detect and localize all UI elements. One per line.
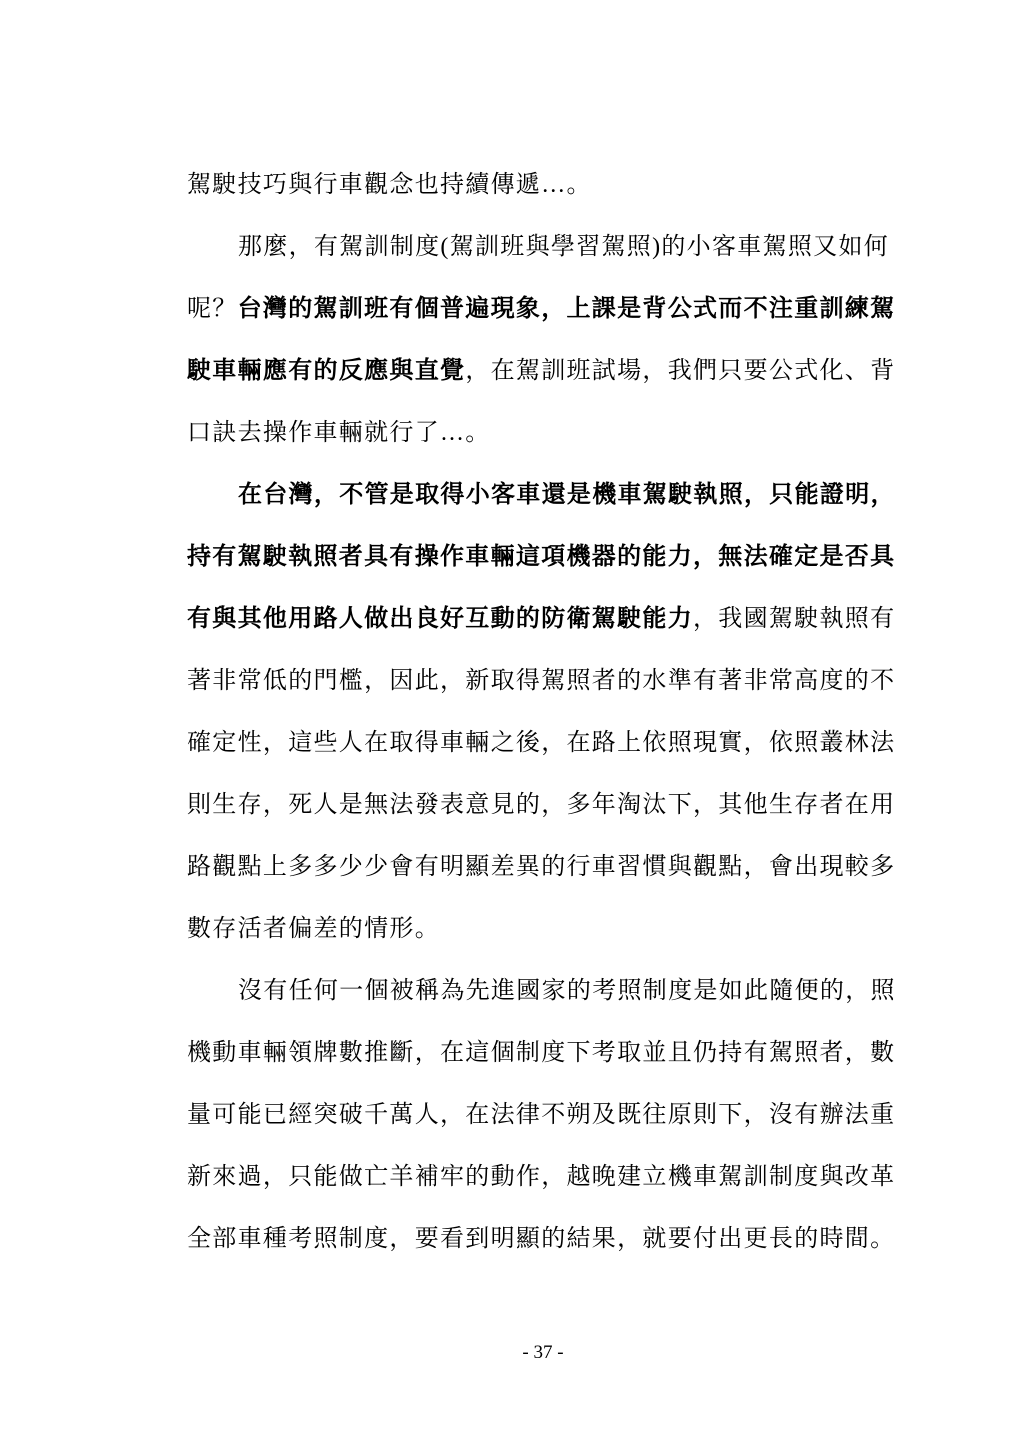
text-segment: 量可能已經突破千萬人，在法律不朔及既往原則下，沒有辦法重	[187, 1102, 896, 1128]
text-segment: 數存活者偏差的情形。	[187, 916, 440, 942]
document-body	[187, 154, 899, 1270]
text-segment: 口訣去操作車輛就行了…。	[187, 420, 491, 446]
page-footer: - 37 -	[522, 1342, 564, 1363]
text-line	[187, 464, 899, 526]
text-segment: 機動車輛領牌數推斷，在這個制度下考取並且仍持有駕照者，數	[187, 1040, 896, 1066]
text-segment: 沒有任何一個被稱為先進國家的考照制度是如此隨便的，照	[238, 978, 896, 1004]
bold-text-segment: 持有駕駛執照者具有操作車輛這項機器的能力，無法確定是否具	[187, 544, 896, 570]
bold-text-segment: 駛車輛應有的反應與直覺	[187, 358, 466, 384]
bold-text-segment: 在台灣，不管是取得小客車還是機車駕駛執照，只能證明，	[238, 482, 896, 508]
text-line	[187, 1146, 899, 1208]
text-segment: 那麼，有駕訓制度(駕訓班與學習駕照)的小客車駕照又如何	[238, 234, 890, 260]
text-line	[187, 588, 899, 650]
text-segment: 確定性，這些人在取得車輛之後，在路上依照現實，依照叢林法	[187, 730, 896, 756]
text-line	[187, 712, 899, 774]
text-segment: ，在駕訓班試場，我們只要公式化、背	[465, 358, 896, 384]
text-line	[187, 898, 899, 960]
text-line	[187, 1084, 899, 1146]
bold-text-segment: 台灣的駕訓班有個普遍現象，上課是背公式而不注重訓練駕	[237, 296, 896, 322]
text-segment: 著非常低的門檻，因此，新取得駕照者的水準有著非常高度的不	[187, 668, 896, 694]
text-line	[187, 526, 899, 588]
text-line	[187, 650, 899, 712]
text-segment: 新來過，只能做亡羊補牢的動作，越晚建立機車駕訓制度與改革	[187, 1164, 896, 1190]
text-line	[187, 960, 899, 1022]
text-line	[187, 402, 899, 464]
text-segment: 呢？	[187, 296, 238, 322]
text-line	[187, 774, 899, 836]
text-segment: 路觀點上多多少少會有明顯差異的行車習慣與觀點，會出現較多	[187, 854, 896, 880]
text-line	[187, 216, 899, 278]
text-line	[187, 278, 899, 340]
bold-text-segment: 有與其他用路人做出良好互動的防衛駕駛能力	[187, 606, 693, 632]
text-line	[187, 1208, 899, 1270]
text-line	[187, 154, 899, 216]
text-line	[187, 1022, 899, 1084]
text-line	[187, 340, 899, 402]
text-segment: 駕駛技巧與行車觀念也持續傳遞…。	[187, 172, 592, 198]
text-segment: 則生存，死人是無法發表意見的，多年淘汰下，其他生存者在用	[187, 792, 896, 818]
text-segment: ，我國駕駛執照有	[693, 606, 896, 632]
text-segment: 全部車種考照制度，要看到明顯的結果，就要付出更長的時間。	[187, 1226, 896, 1252]
text-line	[187, 836, 899, 898]
